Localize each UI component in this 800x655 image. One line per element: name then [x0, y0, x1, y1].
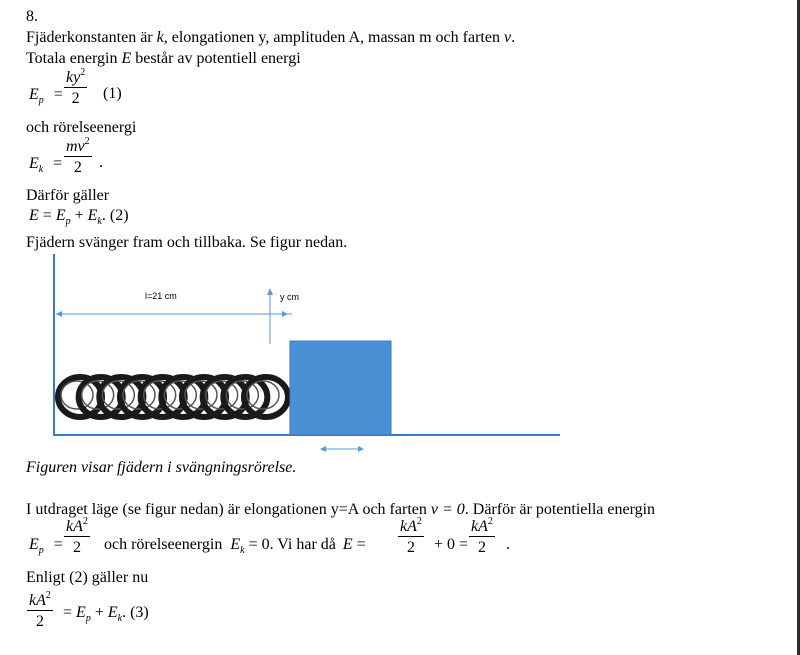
eq1-numerator: ky	[66, 69, 81, 86]
eqk-sub-k: k	[38, 164, 44, 175]
eqk-lhs	[29, 155, 63, 175]
eq1-sub-p: p	[38, 95, 44, 106]
eq1-tag: (1)	[103, 85, 122, 102]
eqf-E1: E	[76, 604, 86, 621]
extended-text-2: . Därför är potentiella energin	[464, 501, 656, 518]
intro-text-3: .	[511, 29, 516, 46]
intro-text-1: Fjäderkonstanten är	[26, 29, 157, 46]
total-energy-text-2: består av potentiell energi	[131, 50, 301, 67]
eqf-den: 2	[35, 613, 44, 630]
eq2-E2: E	[87, 207, 98, 224]
eq3-plus-zero: + 0 =	[434, 536, 469, 553]
eq3-E: E	[29, 536, 39, 553]
eqf-exp: 2	[45, 590, 51, 601]
eq1-fraction	[64, 67, 87, 107]
eqf-fraction	[27, 590, 53, 630]
eq3-text-1: och rörelseenergin	[104, 536, 223, 553]
eqf-sub-k: k	[117, 613, 123, 624]
eq3-sub-k: k	[240, 545, 245, 556]
eqk-tail: .	[99, 154, 103, 171]
eqf-sub-p: p	[85, 613, 91, 624]
problem-number: 8.	[26, 8, 38, 25]
eq3-f3-den: 2	[477, 539, 486, 556]
eqk-exponent: 2	[84, 136, 90, 147]
eq3-f2-num: kA	[400, 518, 417, 535]
intro-line	[26, 30, 515, 46]
symbol-E: E	[121, 50, 132, 67]
eqf-equals: =	[63, 604, 73, 621]
eqf-E2: E	[107, 604, 118, 621]
intro-text-2: , elongationen y, amplituden A, massan m och farten	[163, 29, 504, 46]
symbol-k: k	[156, 29, 164, 46]
eq3-f1-exp: 2	[82, 516, 88, 527]
equation-2	[29, 207, 129, 227]
oscillation-text: Fjädern svänger fram och tillbaka. Se figur nedan.	[26, 234, 348, 251]
eq3-ep	[29, 536, 63, 556]
eq2-plus: +	[74, 207, 84, 224]
eq3-f1-num: kA	[66, 518, 83, 535]
motion-arrow-right	[358, 446, 364, 452]
eq2-sub-k: k	[97, 216, 102, 227]
total-energy-text-1: Totala energin	[26, 50, 122, 67]
eq3-sub-p: p	[38, 545, 44, 556]
motion-arrow-left	[320, 446, 326, 452]
eq3-middle	[104, 536, 366, 556]
displacement-arrow-up	[267, 288, 273, 295]
eq3-fraction-2	[398, 516, 424, 556]
spring	[58, 377, 288, 417]
eq3-equals: =	[53, 536, 63, 553]
eq3-equals-2: =	[356, 536, 366, 553]
eq3-f3-num: kA	[471, 518, 488, 535]
therefore-text: Därför gäller	[26, 187, 110, 204]
eqf-num: kA	[29, 592, 46, 609]
eqf-tail: . (3)	[122, 604, 149, 621]
eq3-fraction-3	[469, 516, 495, 556]
eq3-f2-exp: 2	[416, 516, 422, 527]
eqk-E: E	[29, 155, 39, 172]
extended-text-1: I utdraget läge (se figur nedan) är elongationen y=A och farten	[26, 501, 431, 518]
extended-position-line	[26, 502, 655, 518]
length-arrow-left	[56, 311, 62, 317]
eq3-E-total: E	[342, 536, 353, 553]
spring-figure	[40, 252, 600, 462]
eq3-f2-den: 2	[406, 539, 415, 556]
kinetic-energy-text: och rörelseenergi	[26, 119, 137, 136]
according-text: Enligt (2) gäller nu	[26, 569, 149, 586]
eqf-rhs	[63, 604, 149, 624]
eqk-fraction	[64, 136, 92, 176]
eq2-tail: . (2)	[101, 207, 129, 224]
length-label: l=21 cm	[145, 291, 177, 301]
eq2-E1: E	[55, 207, 66, 224]
eq1-denominator: 2	[71, 90, 80, 107]
eqf-plus: +	[94, 604, 104, 621]
eq2-equals: =	[42, 207, 52, 224]
eq2-sub-p: p	[65, 216, 71, 227]
mass-block	[290, 341, 391, 435]
velocity-zero: v = 0	[430, 501, 465, 518]
eq3-f1-den: 2	[72, 539, 81, 556]
eq2-E: E	[29, 207, 39, 224]
eq1-equals: =	[53, 86, 63, 103]
eq1-lhs	[29, 86, 63, 106]
eq3-Ek: E	[230, 536, 241, 553]
figure-caption: Figuren visar fjädern i svängningsrörelse.	[26, 459, 297, 476]
eq1-exponent: 2	[80, 67, 86, 78]
total-energy-line	[26, 51, 301, 67]
displacement-label: y cm	[280, 292, 299, 302]
eq3-tail: .	[506, 536, 510, 553]
eqk-equals: =	[53, 155, 63, 172]
eq3-ek-value: = 0	[248, 536, 270, 553]
eq3-text-2: . Vi har då	[269, 536, 336, 553]
eqk-numerator: mv	[66, 138, 85, 155]
eqk-denominator: 2	[73, 159, 82, 176]
eq1-E: E	[29, 86, 39, 103]
eq3-f3-exp: 2	[487, 516, 493, 527]
eq3-fraction-1	[64, 516, 90, 556]
symbol-v: v	[503, 29, 512, 46]
